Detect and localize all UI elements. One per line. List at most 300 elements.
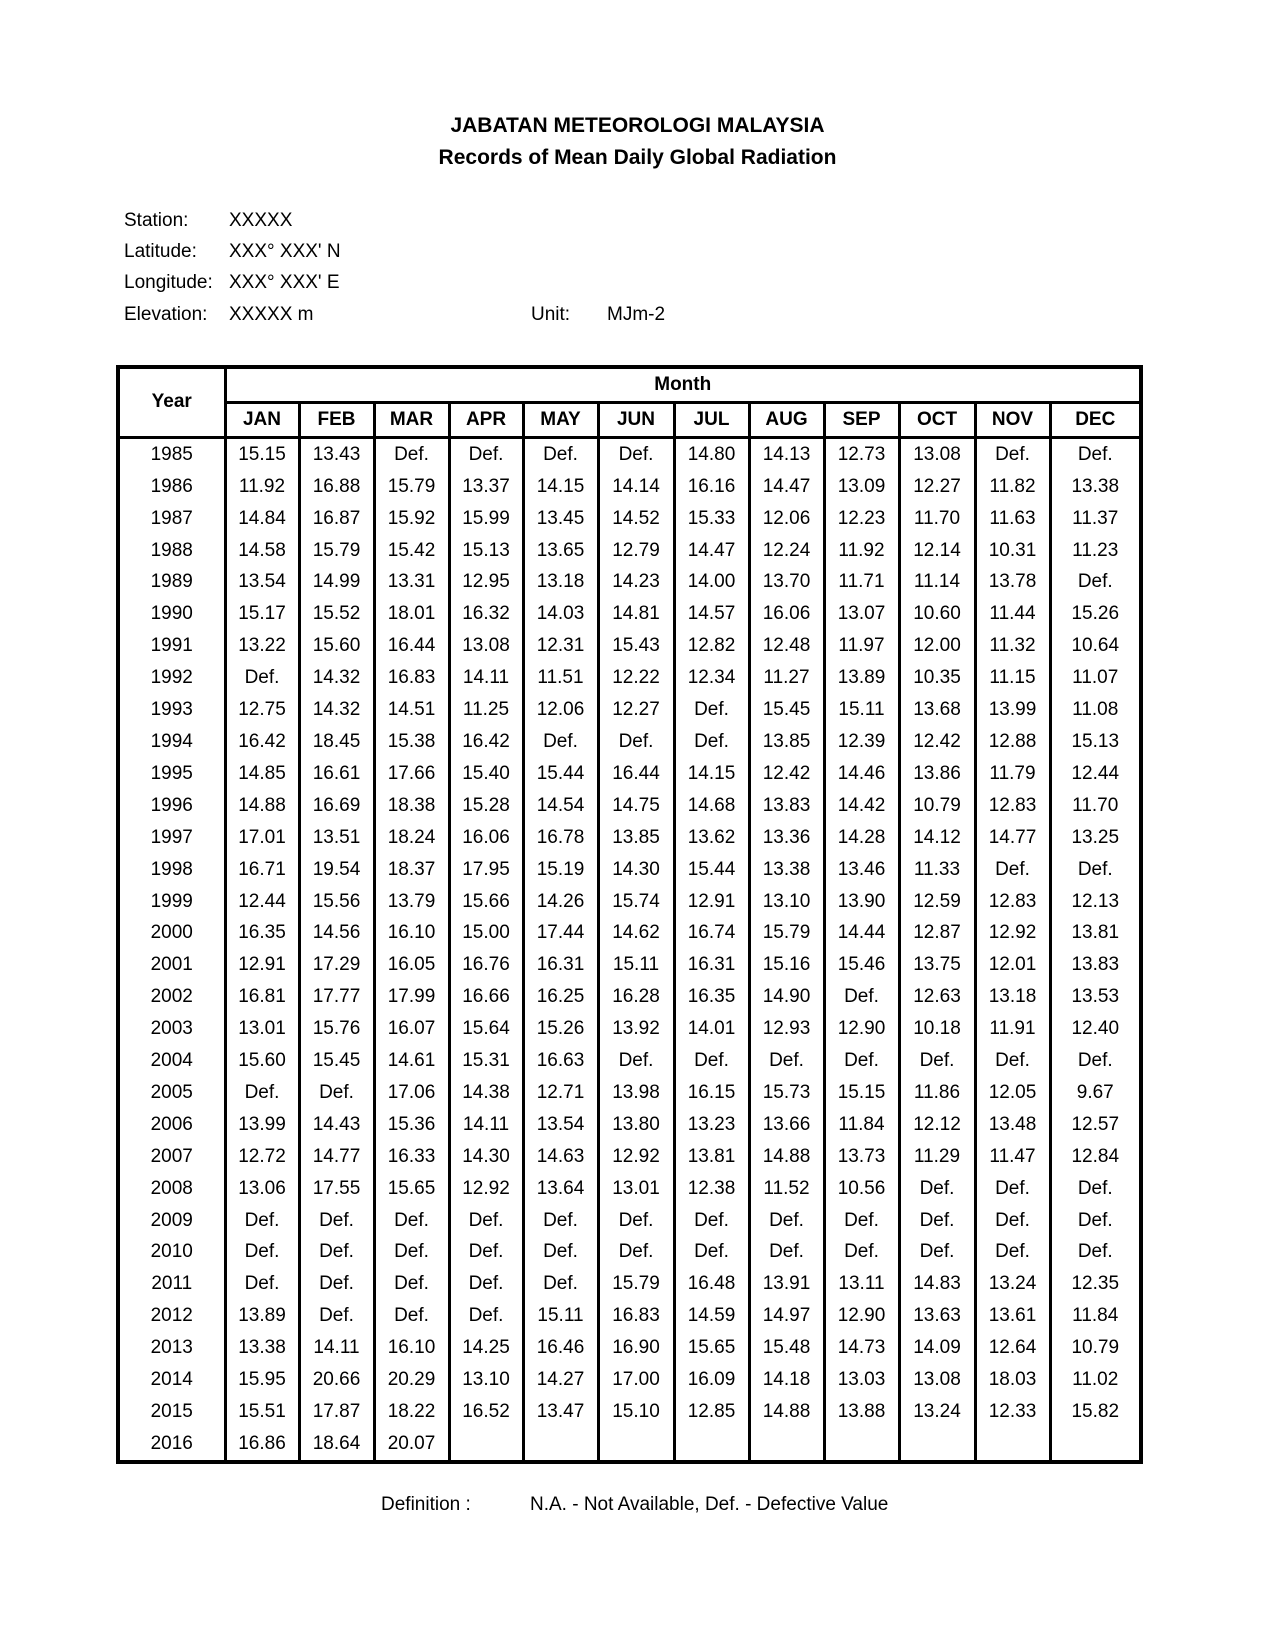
value-cell: 13.61 [975,1300,1050,1332]
value-cell: Def. [674,694,749,726]
value-cell [449,1428,523,1462]
value-cell: 17.55 [299,1173,374,1205]
table-row [118,471,1141,503]
value-cell: 14.43 [299,1109,374,1141]
value-cell: 15.31 [449,1045,523,1077]
value-cell: 15.92 [374,503,449,535]
year-cell: 2015 [118,1396,225,1428]
value-cell: 9.67 [1050,1077,1141,1109]
year-cell: 1992 [118,662,225,694]
value-cell: 13.88 [824,1396,899,1428]
month-header-jan: JAN [225,402,299,437]
year-cell: 1996 [118,790,225,822]
table-row [118,630,1141,662]
value-cell: 11.51 [523,662,598,694]
value-cell: 16.48 [674,1268,749,1300]
value-cell: 16.69 [299,790,374,822]
value-cell: 13.25 [1050,822,1141,854]
year-cell: 1990 [118,598,225,630]
value-cell: 11.84 [1050,1300,1141,1332]
value-cell: 13.73 [824,1141,899,1173]
year-cell: 2009 [118,1205,225,1237]
value-cell: 13.90 [824,886,899,918]
value-cell: 15.44 [523,758,598,790]
value-cell: Def. [598,437,674,470]
year-cell: 1989 [118,566,225,598]
value-cell: 14.90 [749,981,824,1013]
value-cell: Def. [374,1205,449,1237]
value-cell: 12.59 [899,886,975,918]
value-cell: 15.13 [449,535,523,567]
value-cell: 16.71 [238,858,286,880]
value-cell: 18.01 [374,598,449,630]
value-cell: 10.56 [824,1173,899,1205]
value-cell: 12.34 [674,662,749,694]
value-cell: 14.68 [674,790,749,822]
value-cell: 11.92 [824,535,899,567]
value-cell: 14.73 [824,1332,899,1364]
value-cell: 11.25 [449,694,523,726]
table-row [118,437,1141,470]
value-cell: Def. [598,1236,674,1268]
table-row [118,790,1141,822]
year-cell: 1997 [118,822,225,854]
table-row [118,503,1141,535]
value-cell: 19.54 [299,854,374,886]
value-cell: 12.71 [523,1077,598,1109]
value-cell: 15.73 [749,1077,824,1109]
table-row [118,1013,1141,1045]
value-cell: 18.38 [374,790,449,822]
value-cell: 14.30 [449,1141,523,1173]
value-cell: 12.27 [899,471,975,503]
value-cell: 17.87 [299,1396,374,1428]
value-cell: 15.82 [1050,1396,1141,1428]
value-cell: 16.42 [449,726,523,758]
station-label: Station: [124,210,189,231]
value-cell: 16.15 [674,1077,749,1109]
value-cell: Def. [899,1236,975,1268]
value-cell: Def. [1050,854,1141,886]
value-cell: 15.13 [1050,726,1141,758]
value-cell: 12.72 [238,1145,286,1167]
month-header-feb: FEB [299,402,374,437]
value-cell: 16.28 [598,981,674,1013]
year-cell: 2013 [118,1332,225,1364]
value-cell: 16.25 [523,981,598,1013]
value-cell: 12.87 [899,917,975,949]
value-cell: 12.33 [975,1396,1050,1428]
value-cell: 13.85 [749,726,824,758]
value-cell: 14.61 [374,1045,449,1077]
year-cell: 2000 [118,917,225,949]
table-row [118,758,1141,790]
value-cell: 12.31 [523,630,598,662]
value-cell: 16.83 [374,662,449,694]
value-cell: 13.98 [598,1077,674,1109]
value-cell: 14.84 [238,507,286,529]
value-cell: 13.08 [449,630,523,662]
value-cell: Def. [598,726,674,758]
value-cell: 15.44 [674,854,749,886]
value-cell: Def. [975,854,1050,886]
value-cell: Def. [824,981,899,1013]
latitude-label: Latitude: [124,241,197,262]
table-row [118,566,1141,598]
table-row [118,694,1141,726]
value-cell: 14.26 [523,886,598,918]
month-group-header: Month [225,367,1141,402]
value-cell: 13.47 [523,1396,598,1428]
year-cell: 2011 [118,1268,225,1300]
value-cell: 15.52 [299,598,374,630]
value-cell: 13.38 [238,1337,286,1359]
value-cell: 16.06 [449,822,523,854]
value-cell: 14.54 [523,790,598,822]
value-cell: 13.75 [899,949,975,981]
value-cell: 14.18 [749,1364,824,1396]
value-cell: 14.25 [449,1332,523,1364]
value-cell: 15.17 [238,603,286,625]
value-cell: 15.64 [449,1013,523,1045]
value-cell: 11.14 [899,566,975,598]
value-cell: 16.31 [674,949,749,981]
value-cell: 13.83 [749,790,824,822]
value-cell: 16.10 [374,917,449,949]
value-cell: Def. [1050,1045,1141,1077]
value-cell: 14.81 [598,598,674,630]
value-cell: 15.66 [449,886,523,918]
value-cell [749,1428,824,1462]
value-cell: 13.70 [749,566,824,598]
value-cell: 11.02 [1050,1364,1141,1396]
month-header-apr: APR [449,402,523,437]
value-cell: 20.07 [374,1428,449,1462]
value-cell: Def. [523,726,598,758]
value-cell: 16.44 [598,758,674,790]
year-cell: 1991 [118,630,225,662]
value-cell: 12.57 [1050,1109,1141,1141]
value-cell: 14.52 [598,503,674,535]
value-cell: Def. [598,1045,674,1077]
table-row [118,1205,1141,1237]
value-cell: 12.42 [899,726,975,758]
value-cell: 14.75 [598,790,674,822]
table-row [118,1364,1141,1396]
table-row [118,1141,1141,1173]
value-cell: 16.33 [374,1141,449,1173]
value-cell: 15.33 [674,503,749,535]
value-cell: 12.44 [238,890,286,912]
organization-title: JABATAN METEOROLOGI MALAYSIA [450,114,825,137]
value-cell: 14.00 [674,566,749,598]
elevation-value: XXXXX m [229,304,314,325]
value-cell: 18.24 [374,822,449,854]
value-cell: 12.91 [674,886,749,918]
value-cell: Def. [449,437,523,470]
month-header-nov: NOV [975,402,1050,437]
value-cell: 14.30 [598,854,674,886]
value-cell: 13.01 [598,1173,674,1205]
value-cell: 14.42 [824,790,899,822]
value-cell: 12.06 [523,694,598,726]
value-cell: 13.78 [975,566,1050,598]
value-cell: 13.09 [824,471,899,503]
table-row [118,1332,1141,1364]
value-cell: 14.12 [899,822,975,854]
value-cell: 16.44 [374,630,449,662]
value-cell: Def. [449,1205,523,1237]
table-row [118,1268,1141,1300]
value-cell: 11.79 [975,758,1050,790]
value-cell: 13.46 [824,854,899,886]
value-cell: 16.63 [523,1045,598,1077]
definition-text: N.A. - Not Available, Def. - Defective Value [530,1494,889,1515]
month-header-may: MAY [523,402,598,437]
value-cell: 14.62 [598,917,674,949]
value-cell: 14.47 [749,471,824,503]
year-cell: 2010 [118,1236,225,1268]
value-cell: Def. [244,1241,280,1263]
value-cell: 18.37 [374,854,449,886]
value-cell: 16.83 [598,1300,674,1332]
value-cell: 14.01 [674,1013,749,1045]
year-cell: 1995 [118,758,225,790]
value-cell: 15.11 [824,694,899,726]
value-cell: 16.09 [674,1364,749,1396]
value-cell: 12.12 [899,1109,975,1141]
value-cell: 12.48 [749,630,824,662]
value-cell: 12.44 [1050,758,1141,790]
value-cell: Def. [374,437,449,470]
radiation-table [116,365,1143,1464]
value-cell: 12.00 [899,630,975,662]
value-cell: 12.88 [975,726,1050,758]
value-cell: 12.01 [975,949,1050,981]
value-cell: 14.80 [674,437,749,470]
table-row [118,1045,1141,1077]
year-cell: 2003 [118,1013,225,1045]
value-cell: 12.35 [1050,1268,1141,1300]
value-cell: 16.35 [238,922,286,944]
unit-value: MJm-2 [607,304,666,325]
value-cell: 12.92 [449,1173,523,1205]
value-cell: 16.90 [598,1332,674,1364]
value-cell: Def. [299,1236,374,1268]
value-cell: 13.11 [824,1268,899,1300]
year-cell: 1999 [118,886,225,918]
value-cell: 14.88 [749,1396,824,1428]
value-cell: Def. [449,1236,523,1268]
value-cell: 13.38 [749,854,824,886]
value-cell: 13.31 [374,566,449,598]
value-cell: Def. [1050,1173,1141,1205]
value-cell [598,1428,674,1462]
value-cell: 13.08 [899,437,975,470]
value-cell: Def. [975,1173,1050,1205]
year-cell: 2004 [118,1045,225,1077]
value-cell: 13.92 [598,1013,674,1045]
value-cell: 11.82 [975,471,1050,503]
value-cell: 13.18 [523,566,598,598]
value-cell: 15.36 [374,1109,449,1141]
year-cell: 2016 [118,1428,225,1462]
value-cell: 16.86 [238,1432,286,1454]
table-row [118,1236,1141,1268]
value-cell: 12.91 [238,954,286,976]
value-cell: 12.39 [824,726,899,758]
value-cell: 11.92 [238,475,286,497]
value-cell: 15.46 [824,949,899,981]
value-cell: 15.00 [449,917,523,949]
value-cell: 17.00 [598,1364,674,1396]
value-cell: 13.62 [674,822,749,854]
value-cell: 12.90 [824,1013,899,1045]
value-cell: 10.79 [1050,1332,1141,1364]
table-row [118,1396,1141,1428]
value-cell: 20.29 [374,1364,449,1396]
month-header-jun: JUN [598,402,674,437]
elevation-label: Elevation: [124,304,208,325]
value-cell: 12.64 [975,1332,1050,1364]
value-cell: 13.66 [749,1109,824,1141]
value-cell: 13.85 [598,822,674,854]
value-cell: 13.91 [749,1268,824,1300]
value-cell: 16.66 [449,981,523,1013]
value-cell: Def. [899,1205,975,1237]
value-cell: 13.89 [238,1305,286,1327]
table-row [118,1173,1141,1205]
value-cell: Def. [299,1077,374,1109]
value-cell: Def. [749,1236,824,1268]
value-cell: 11.86 [899,1077,975,1109]
value-cell: 17.01 [238,826,286,848]
value-cell: 15.28 [449,790,523,822]
value-cell: Def. [824,1205,899,1237]
year-cell: 1985 [118,437,225,470]
value-cell: 14.46 [824,758,899,790]
value-cell: 11.84 [824,1109,899,1141]
value-cell: 16.05 [374,949,449,981]
value-cell: 11.70 [899,503,975,535]
value-cell: 13.22 [238,635,286,657]
value-cell: Def. [598,1205,674,1237]
value-cell: 13.86 [899,758,975,790]
value-cell: 15.26 [523,1013,598,1045]
value-cell: 12.90 [824,1300,899,1332]
value-cell: 16.87 [299,503,374,535]
table-row [118,854,1141,886]
value-cell: 15.79 [749,917,824,949]
value-cell: Def. [1050,1236,1141,1268]
value-cell: 16.10 [374,1332,449,1364]
value-cell: 15.74 [598,886,674,918]
value-cell: Def. [244,1273,280,1295]
value-cell: 14.99 [299,566,374,598]
value-cell: 16.52 [449,1396,523,1428]
definition-label: Definition : [381,1494,471,1515]
value-cell: 12.83 [975,886,1050,918]
value-cell: 13.48 [975,1109,1050,1141]
value-cell: Def. [374,1268,449,1300]
value-cell: Def. [299,1205,374,1237]
value-cell: 11.37 [1050,503,1141,535]
value-cell: 16.42 [238,730,286,752]
value-cell: Def. [244,1081,280,1103]
value-cell: 14.15 [674,758,749,790]
value-cell: Def. [674,1205,749,1237]
value-cell: 15.79 [374,471,449,503]
value-cell [824,1428,899,1462]
value-cell: 16.76 [449,949,523,981]
table-row [118,1300,1141,1332]
year-cell: 1998 [118,854,225,886]
value-cell: 13.37 [449,471,523,503]
value-cell: 14.56 [299,917,374,949]
value-cell: 15.40 [449,758,523,790]
table-row [118,917,1141,949]
value-cell: 14.15 [523,471,598,503]
value-cell: Def. [523,1205,598,1237]
month-header-dec: DEC [1050,402,1141,437]
value-cell: 13.03 [824,1364,899,1396]
value-cell: 16.74 [674,917,749,949]
value-cell: 15.79 [598,1268,674,1300]
value-cell: 11.97 [824,630,899,662]
value-cell: 11.47 [975,1141,1050,1173]
value-cell: 13.01 [238,1018,286,1040]
value-cell: 12.95 [449,566,523,598]
value-cell: 14.13 [749,437,824,470]
value-cell: 13.24 [975,1268,1050,1300]
value-cell: 13.63 [899,1300,975,1332]
value-cell: 14.32 [299,694,374,726]
value-cell: 15.15 [824,1077,899,1109]
month-header-aug: AUG [749,402,824,437]
station-value: XXXXX [229,210,293,231]
value-cell: 11.44 [975,598,1050,630]
month-header-oct: OCT [899,402,975,437]
value-cell: Def. [244,1209,280,1231]
value-cell: 12.79 [598,535,674,567]
value-cell: 17.66 [374,758,449,790]
value-cell: 15.26 [1050,598,1141,630]
year-cell: 2012 [118,1300,225,1332]
value-cell: 13.54 [523,1109,598,1141]
value-cell: 14.38 [449,1077,523,1109]
value-cell: 11.63 [975,503,1050,535]
value-cell: 12.05 [975,1077,1050,1109]
value-cell: 11.52 [749,1173,824,1205]
value-cell: Def. [975,1205,1050,1237]
value-cell: Def. [374,1236,449,1268]
value-cell: 13.79 [374,886,449,918]
table-row [118,662,1141,694]
table-row [118,949,1141,981]
value-cell: 10.79 [899,790,975,822]
table-row [118,535,1141,567]
value-cell: Def. [749,1205,824,1237]
longitude-label: Longitude: [124,272,213,293]
value-cell: 14.97 [749,1300,824,1332]
value-cell: 13.45 [523,503,598,535]
value-cell: 16.06 [749,598,824,630]
value-cell: 14.83 [899,1268,975,1300]
table-row [118,726,1141,758]
value-cell: 11.71 [824,566,899,598]
table-row [118,1109,1141,1141]
value-cell: 14.58 [238,539,286,561]
